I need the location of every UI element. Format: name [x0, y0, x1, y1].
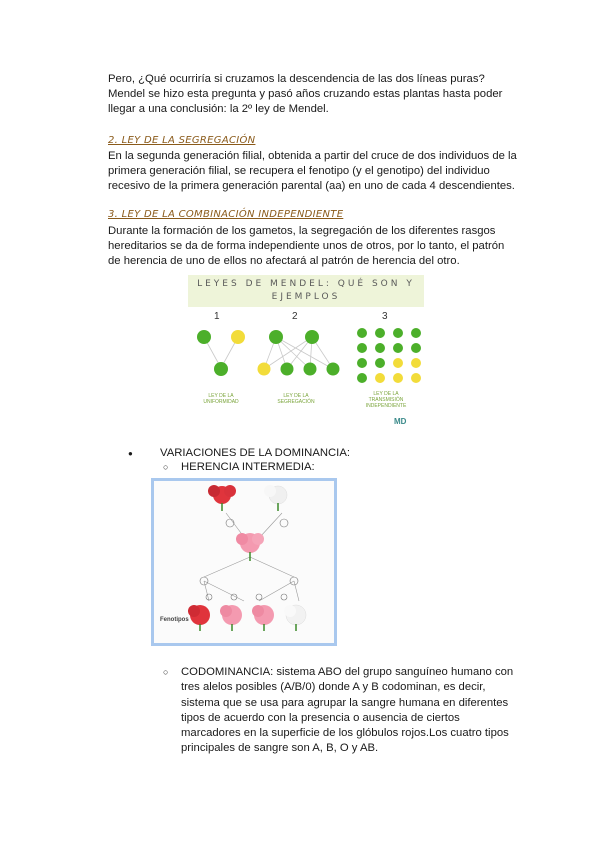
logo: MD: [394, 417, 407, 426]
pea-green: [269, 330, 283, 344]
law3-paragraph: Durante la formación de los gametos, la segregación de los diferentes rasgos hereditarios se da de forma independiente unos de otros, por lo tanto, el patrón de herencia de uno de ellos no afectará al patrón de herencia del otro.: [108, 225, 505, 268]
figure-title: LEYES DE MENDEL: QUÉ SON Y EJEMPLOS: [188, 275, 424, 307]
pea-green: [305, 330, 319, 344]
law2-paragraph: En la segunda generación filial, obtenida a partir del cruce de dos individuos de la primera generación filial, se recupera el fenotipo (y el genotipo) del individuo recesivo de la primera generación parental (aa) en uno de cada 4 descendientes.: [108, 150, 517, 193]
pea-green: [281, 363, 294, 376]
independent-assortment-grid: [357, 328, 421, 383]
bullet-icon: ●: [128, 449, 133, 458]
law-number-2: 2: [292, 311, 298, 322]
pea-green: [214, 362, 228, 376]
sub-bullet-icon: ○: [163, 667, 169, 677]
pea-yellow: [231, 330, 245, 344]
mendel-diagram: [188, 275, 424, 433]
intro-paragraph: Pero, ¿Qué ocurriría si cruzamos la descendencia de las dos líneas puras? Mendel se hizo esta pregunta y pasó años cruzando estas plantas hasta poder llegar a una conclusión: la 2º ley de Mendel.: [108, 73, 503, 116]
parent-red-flower: [208, 485, 236, 511]
phenotypes-label: Fenotipos: [160, 617, 189, 623]
parent-white-flower: [264, 485, 287, 511]
caption-law2: LEY DE LA SEGREGACIÓN: [277, 393, 315, 405]
f2-flowers: [188, 605, 306, 631]
sub-item-codominance: CODOMINANCIA: sistema ABO del grupo sanguíneo humano con tres alelos posibles (A/B/0) donde A y B codominan, es decir, sistema que se usa para agrupar la sangre humana en diferentes tipos de acuerdo con la presencia o ausencia de ciertos marcadores en la superficie de los glóbulos rojos.Los cuatro tipos principales de sangre son A, B, O y AB.: [181, 666, 514, 755]
pea-green: [304, 363, 317, 376]
pea-green: [327, 363, 340, 376]
pea-green: [197, 330, 211, 344]
caption-law3: LEY DE LA TRANSMISIÓN INDEPENDIENTE: [365, 391, 407, 409]
uniformity-diagram: [197, 330, 245, 376]
sub-item-intermediate: HERENCIA INTERMEDIA:: [181, 461, 315, 473]
law-number-1: 1: [214, 311, 220, 322]
f1-pink-flower: [236, 533, 264, 561]
pea-yellow: [258, 363, 271, 376]
mendel-laws-figure: [188, 275, 424, 433]
list-item-variations: VARIACIONES DE LA DOMINANCIA:: [160, 447, 350, 459]
law2-heading: 2. LEY DE LA SEGREGACIÓN: [108, 135, 256, 146]
law-number-3: 3: [382, 311, 388, 322]
intermediate-inheritance-figure: [151, 478, 337, 646]
law3-heading: 3. LEY DE LA COMBINACIÓN INDEPENDIENTE: [108, 209, 344, 220]
caption-law1: LEY DE LA UNIFORMIDAD: [203, 393, 239, 405]
segregation-diagram: [258, 330, 340, 376]
sub-bullet-icon: ○: [163, 462, 169, 472]
